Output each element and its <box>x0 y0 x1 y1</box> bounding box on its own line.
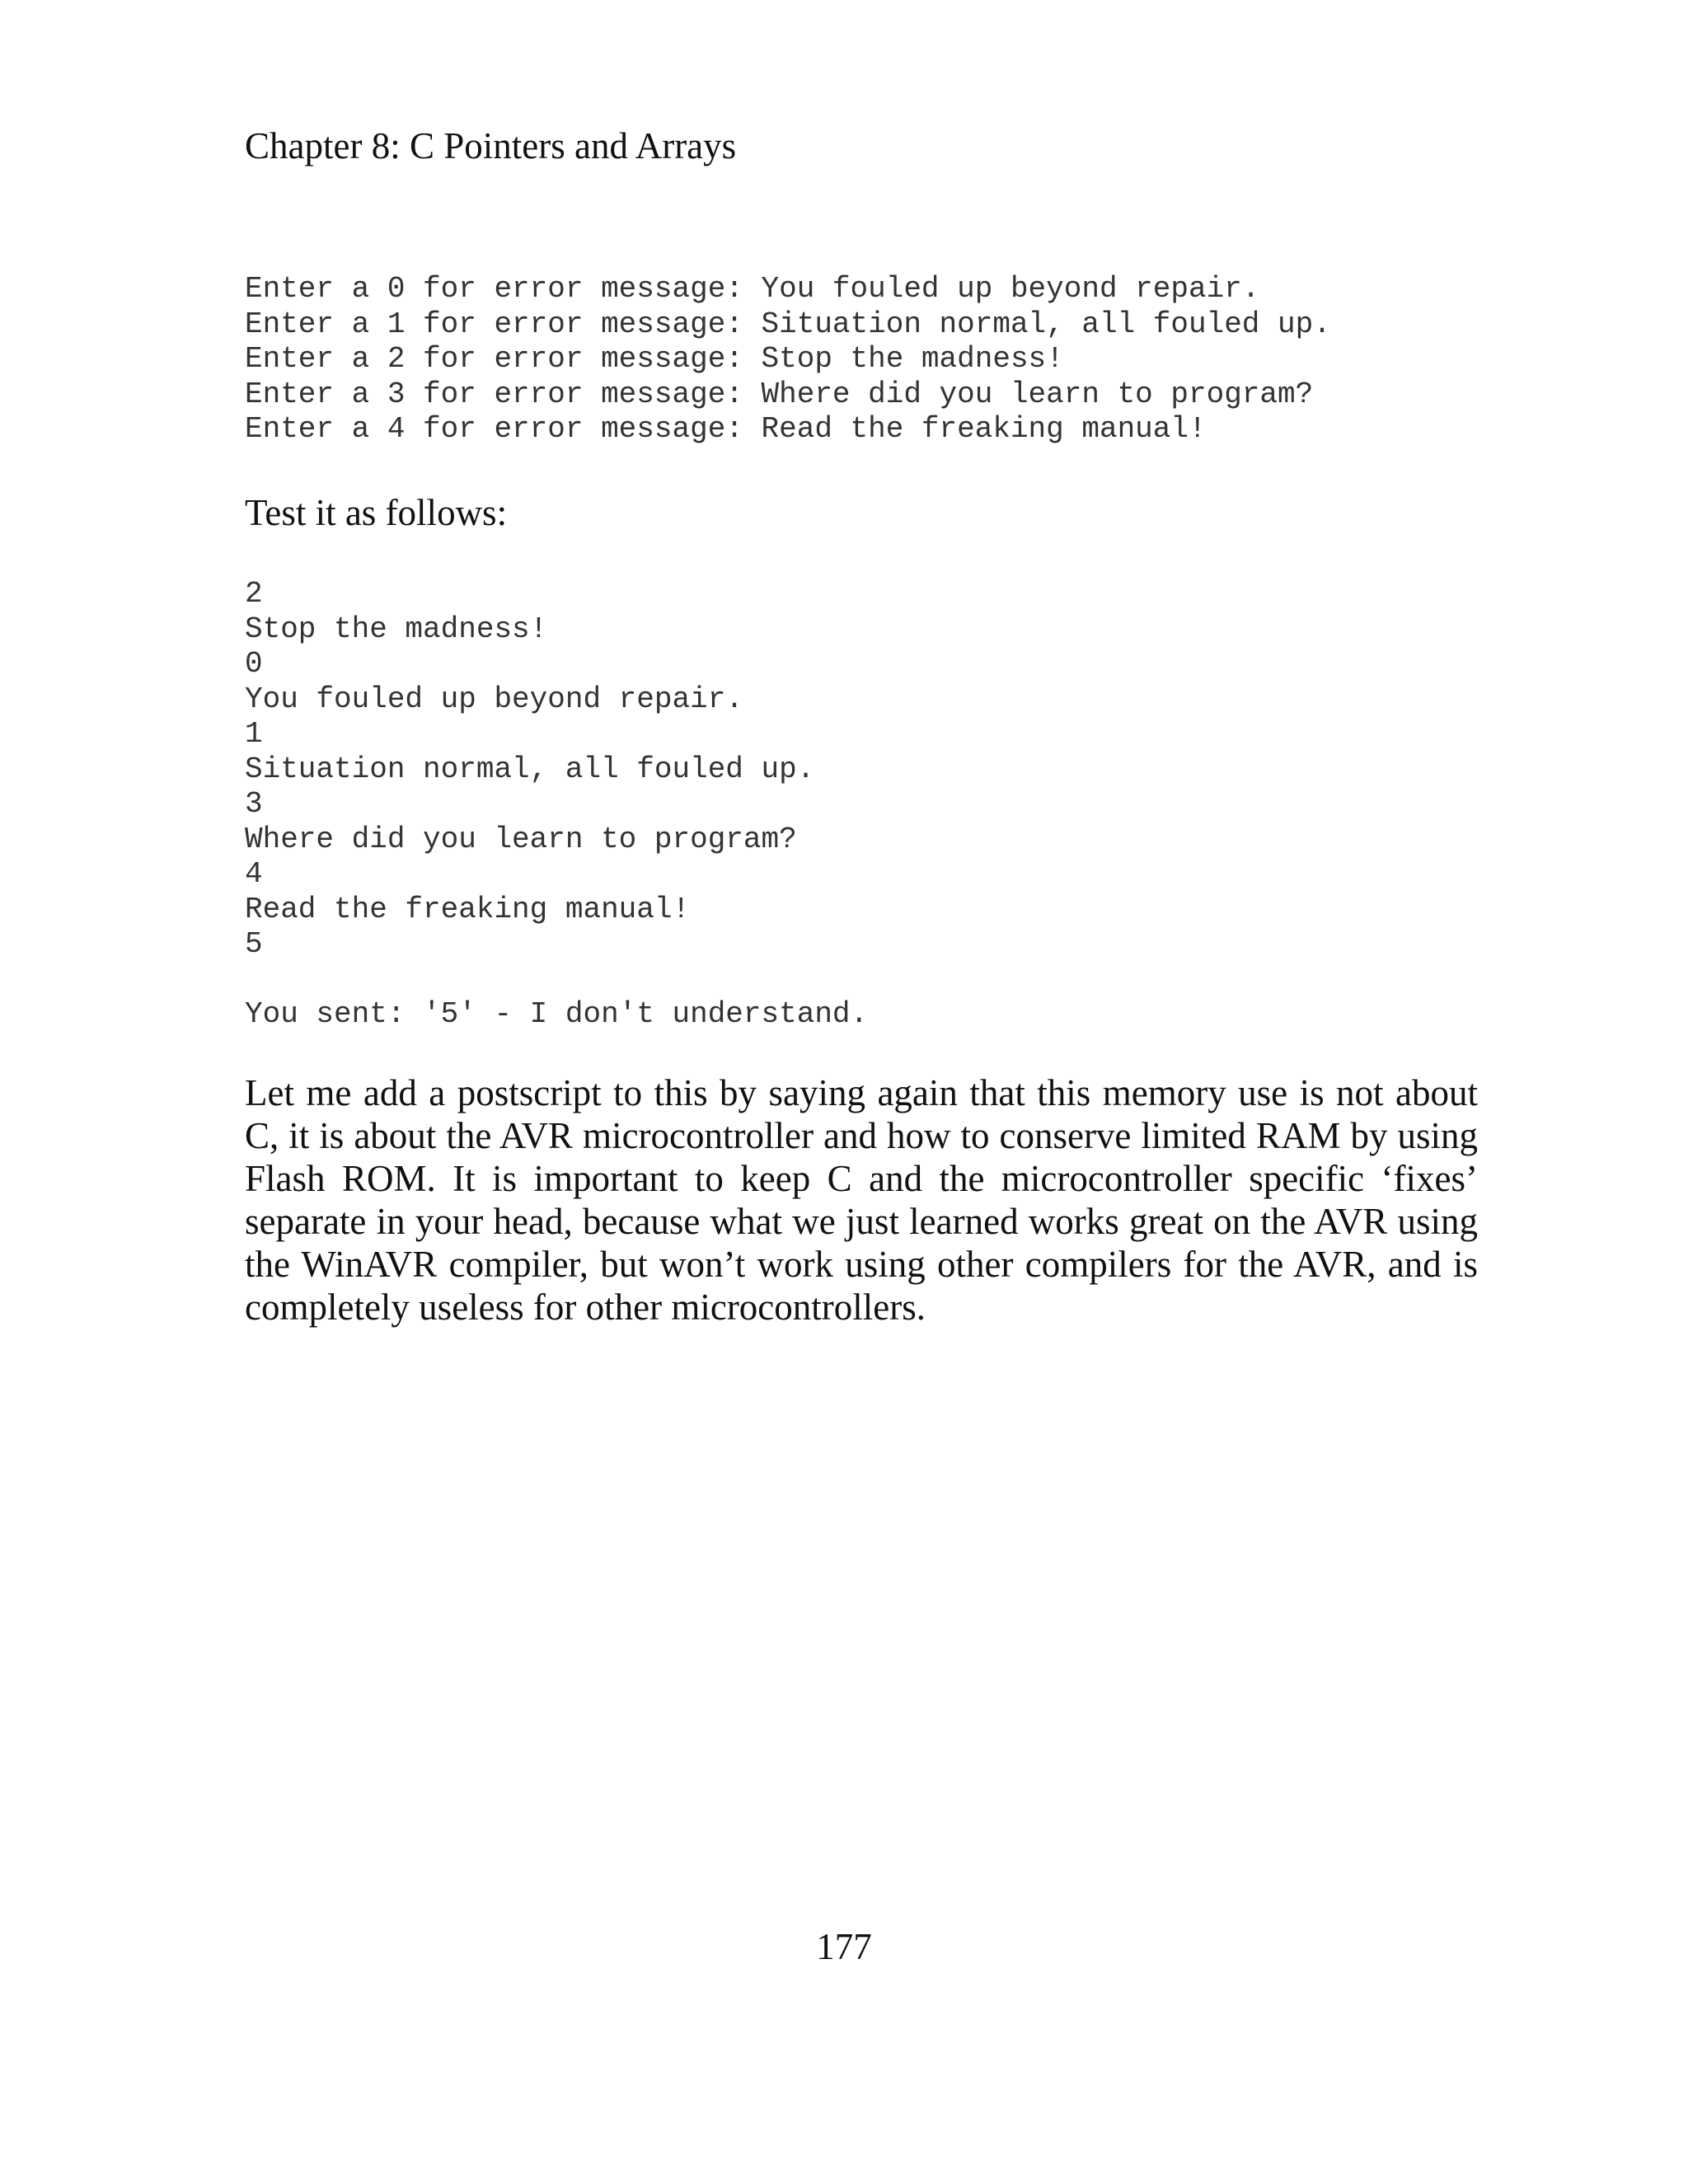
code-line: Stop the madness! <box>245 612 548 646</box>
code-line: Enter a 1 for error message: Situation normal, all fouled up. <box>245 307 1331 341</box>
test-session-code-block <box>245 577 868 1033</box>
code-line: 3 <box>245 787 263 821</box>
test-instruction-text: Test it as follows: <box>245 492 508 533</box>
code-line: Situation normal, all fouled up. <box>245 752 815 786</box>
code-line: 2 <box>245 577 263 611</box>
code-line: 4 <box>245 857 263 891</box>
code-line: Where did you learn to program? <box>245 822 797 856</box>
code-line: Enter a 3 for error message: Where did you learn to program? <box>245 377 1314 411</box>
code-line: Enter a 4 for error message: Read the freaking manual! <box>245 412 1207 446</box>
code-line: Enter a 2 for error message: Stop the madness! <box>245 342 1064 376</box>
postscript-paragraph: Let me add a postscript to this by saying again that this memory use is not about C, it is about the AVR microcontroller and how to conserve limited RAM by using Flash ROM. It is important to keep C and the microcontroller specific ‘fixes’ separate in your head, because what we just learned works great on the AVR using the WinAVR compiler, but won’t work using other compilers for the AVR, and is completely useless for other microcontrollers. <box>245 1072 1478 1328</box>
code-line: Read the freaking manual! <box>245 892 691 926</box>
chapter-running-header: Chapter 8: C Pointers and Arrays <box>245 125 737 166</box>
code-line: 0 <box>245 647 263 681</box>
code-line: Enter a 0 for error message: You fouled up beyond repair. <box>245 272 1260 306</box>
code-line: You sent: '5' - I don't understand. <box>245 997 869 1031</box>
page-number: 177 <box>816 1926 872 1967</box>
error-menu-code-block <box>245 272 1331 448</box>
code-line: You fouled up beyond repair. <box>245 682 743 716</box>
code-line: 1 <box>245 717 263 751</box>
code-line-blank <box>245 963 868 998</box>
code-line: 5 <box>245 927 263 961</box>
